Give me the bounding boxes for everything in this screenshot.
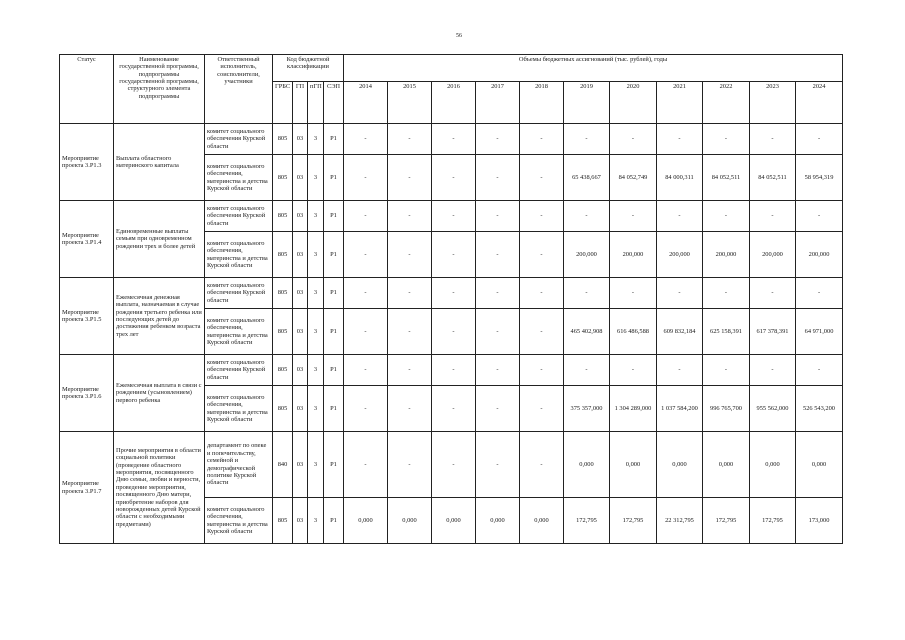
value-cell: - (388, 232, 432, 278)
executor-cell: комитет социального обеспечения, материнства и детства Курской области (205, 498, 273, 544)
value-cell: - (476, 232, 520, 278)
value-cell: - (520, 355, 564, 386)
measure-status: Мероприятие проекта 3.Р1.5 (60, 278, 114, 355)
value-cell: - (703, 355, 750, 386)
executor-cell: комитет социального обеспечения Курской области (205, 124, 273, 155)
value-cell: 0,000 (344, 498, 388, 544)
value-cell: - (564, 278, 610, 309)
value-cell: - (388, 201, 432, 232)
value-cell: - (476, 309, 520, 355)
code-cell: Р1 (324, 155, 344, 201)
header-code-0: ГРБС (273, 82, 293, 124)
value-cell: - (750, 278, 796, 309)
code-cell: 805 (273, 278, 293, 309)
table-row (60, 124, 843, 155)
value-cell: - (610, 201, 657, 232)
value-cell: - (388, 355, 432, 386)
value-cell: - (520, 155, 564, 201)
page-number: 56 (456, 33, 462, 39)
measure-name: Выплата областного материнского капитала (114, 124, 205, 201)
value-cell: - (520, 124, 564, 155)
header-executor: Ответственный исполнитель, соисполнители, участники (205, 55, 273, 124)
value-cell: 22 312,795 (657, 498, 703, 544)
value-cell: 172,795 (750, 498, 796, 544)
header-code-3: СЭП (324, 82, 344, 124)
value-cell: 200,000 (703, 232, 750, 278)
value-cell: - (476, 432, 520, 498)
code-cell: 3 (308, 498, 324, 544)
value-cell: 172,795 (564, 498, 610, 544)
value-cell: - (520, 201, 564, 232)
value-cell: 0,000 (432, 498, 476, 544)
table-row (60, 355, 843, 386)
header-year-2022: 2022 (703, 82, 750, 124)
value-cell: - (388, 124, 432, 155)
value-cell: - (796, 124, 843, 155)
code-cell: 3 (308, 232, 324, 278)
code-cell: Р1 (324, 201, 344, 232)
value-cell: 58 954,319 (796, 155, 843, 201)
value-cell: - (796, 355, 843, 386)
code-cell: 3 (308, 355, 324, 386)
measure-status: Мероприятие проекта 3.Р1.3 (60, 124, 114, 201)
value-cell: - (432, 386, 476, 432)
header-year-2024: 2024 (796, 82, 843, 124)
value-cell: 625 158,391 (703, 309, 750, 355)
value-cell: - (703, 278, 750, 309)
value-cell: 84 052,511 (703, 155, 750, 201)
header-year-2017: 2017 (476, 82, 520, 124)
value-cell: - (476, 386, 520, 432)
value-cell: 996 765,700 (703, 386, 750, 432)
value-cell: - (432, 201, 476, 232)
value-cell: - (344, 278, 388, 309)
value-cell: - (520, 386, 564, 432)
header-year-2023: 2023 (750, 82, 796, 124)
value-cell: 65 438,667 (564, 155, 610, 201)
code-cell: 840 (273, 432, 293, 498)
executor-cell: комитет социального обеспечения Курской области (205, 201, 273, 232)
code-cell: Р1 (324, 232, 344, 278)
code-cell: 03 (293, 232, 308, 278)
value-cell: - (610, 355, 657, 386)
code-cell: 3 (308, 432, 324, 498)
value-cell: - (564, 124, 610, 155)
header-code-1: ГП (293, 82, 308, 124)
value-cell: - (432, 355, 476, 386)
value-cell: - (750, 201, 796, 232)
value-cell: 0,000 (476, 498, 520, 544)
code-cell: 3 (308, 309, 324, 355)
measure-name: Единовременные выплаты семьям при одновременном рождении трех и более детей (114, 201, 205, 278)
value-cell: - (657, 124, 703, 155)
code-cell: 03 (293, 432, 308, 498)
header-year-2018: 2018 (520, 82, 564, 124)
value-cell: - (344, 432, 388, 498)
value-cell: - (388, 432, 432, 498)
executor-cell: департамент по опеке и попечительству, семейной и демографической политике Курской области (205, 432, 273, 498)
value-cell: 609 832,184 (657, 309, 703, 355)
value-cell: 0,000 (796, 432, 843, 498)
value-cell: - (476, 278, 520, 309)
code-cell: 03 (293, 155, 308, 201)
header-volumes: Объемы бюджетных ассигнований (тыс. рублей), годы (344, 55, 843, 82)
header-year-2020: 2020 (610, 82, 657, 124)
code-cell: 3 (308, 155, 324, 201)
code-cell: 805 (273, 232, 293, 278)
value-cell: - (657, 355, 703, 386)
code-cell: Р1 (324, 278, 344, 309)
value-cell: 172,795 (610, 498, 657, 544)
code-cell: 805 (273, 124, 293, 155)
code-cell: 03 (293, 124, 308, 155)
header-year-2019: 2019 (564, 82, 610, 124)
value-cell: - (564, 201, 610, 232)
value-cell: 1 304 289,000 (610, 386, 657, 432)
value-cell: 200,000 (657, 232, 703, 278)
value-cell: - (796, 201, 843, 232)
value-cell: 0,000 (750, 432, 796, 498)
executor-cell: комитет социального обеспечения Курской области (205, 278, 273, 309)
value-cell: - (344, 201, 388, 232)
executor-cell: комитет социального обеспечения, материнства и детства Курской области (205, 155, 273, 201)
value-cell: - (520, 309, 564, 355)
code-cell: 805 (273, 201, 293, 232)
value-cell: 200,000 (796, 232, 843, 278)
code-cell: 805 (273, 355, 293, 386)
executor-cell: комитет социального обеспечения Курской области (205, 355, 273, 386)
value-cell: - (564, 355, 610, 386)
header-year-2014: 2014 (344, 82, 388, 124)
value-cell: 616 486,588 (610, 309, 657, 355)
value-cell: - (750, 355, 796, 386)
value-cell: - (703, 201, 750, 232)
header-status: Статус (60, 55, 114, 124)
value-cell: - (344, 124, 388, 155)
code-cell: Р1 (324, 432, 344, 498)
header-budget-code: Код бюджетной классификации (273, 55, 344, 82)
value-cell: - (432, 309, 476, 355)
code-cell: 805 (273, 309, 293, 355)
code-cell: Р1 (324, 309, 344, 355)
code-cell: Р1 (324, 498, 344, 544)
code-cell: Р1 (324, 124, 344, 155)
executor-cell: комитет социального обеспечения, материнства и детства Курской области (205, 309, 273, 355)
code-cell: 3 (308, 386, 324, 432)
value-cell: 1 037 584,200 (657, 386, 703, 432)
header-year-2021: 2021 (657, 82, 703, 124)
value-cell: 0,000 (388, 498, 432, 544)
value-cell: - (432, 432, 476, 498)
code-cell: 03 (293, 355, 308, 386)
value-cell: - (610, 124, 657, 155)
measure-status: Мероприятие проекта 3.Р1.6 (60, 355, 114, 432)
value-cell: 0,000 (703, 432, 750, 498)
code-cell: 03 (293, 309, 308, 355)
measure-name: Прочие мероприятия в области социальной политики (проведение областного мероприятия, посвященного Дню семьи, любви и верности, проведение мероприятия, посвященного Дню матери, приобретение наборов для новорожденных детей Курской области с необходимыми предметами) (114, 432, 205, 544)
value-cell: 0,000 (657, 432, 703, 498)
value-cell: - (476, 201, 520, 232)
value-cell: - (432, 124, 476, 155)
value-cell: - (344, 155, 388, 201)
executor-cell: комитет социального обеспечения, материнства и детства Курской области (205, 232, 273, 278)
value-cell: - (657, 201, 703, 232)
table-row (60, 201, 843, 232)
code-cell: 805 (273, 155, 293, 201)
code-cell: 3 (308, 201, 324, 232)
header-year-2016: 2016 (432, 82, 476, 124)
header-program: Наименование государственной программы, подпрограммы государственной программы, структурного элемента подпрограммы (114, 55, 205, 124)
value-cell: - (388, 386, 432, 432)
value-cell: - (344, 309, 388, 355)
value-cell: 955 562,000 (750, 386, 796, 432)
value-cell: 617 378,391 (750, 309, 796, 355)
value-cell: - (796, 278, 843, 309)
value-cell: - (750, 124, 796, 155)
value-cell: - (520, 278, 564, 309)
executor-cell: комитет социального обеспечения, материнства и детства Курской области (205, 386, 273, 432)
table-row (60, 432, 843, 498)
code-cell: 3 (308, 278, 324, 309)
code-cell: 03 (293, 201, 308, 232)
value-cell: - (344, 386, 388, 432)
measure-status: Мероприятие проекта 3.Р1.4 (60, 201, 114, 278)
value-cell: 375 357,000 (564, 386, 610, 432)
value-cell: 526 543,200 (796, 386, 843, 432)
measure-name: Ежемесячная выплата в связи с рождением (усыновлением) первого ребенка (114, 355, 205, 432)
value-cell: 84 000,311 (657, 155, 703, 201)
header-year-2015: 2015 (388, 82, 432, 124)
code-cell: 03 (293, 386, 308, 432)
value-cell: - (388, 278, 432, 309)
code-cell: Р1 (324, 386, 344, 432)
code-cell: 805 (273, 386, 293, 432)
value-cell: - (476, 124, 520, 155)
value-cell: - (520, 432, 564, 498)
value-cell: - (610, 278, 657, 309)
value-cell: 0,000 (564, 432, 610, 498)
value-cell: 84 052,511 (750, 155, 796, 201)
measure-status: Мероприятие проекта 3.Р1.7 (60, 432, 114, 544)
value-cell: - (388, 155, 432, 201)
value-cell: - (432, 155, 476, 201)
value-cell: - (703, 124, 750, 155)
code-cell: 3 (308, 124, 324, 155)
measure-name: Ежемесячная денежная выплата, назначаемая в случае рождения третьего ребенка или последующих детей до достижения ребенком возраста трех лет (114, 278, 205, 355)
code-cell: 03 (293, 278, 308, 309)
value-cell: - (520, 232, 564, 278)
table-row (60, 278, 843, 309)
value-cell: 0,000 (520, 498, 564, 544)
value-cell: - (657, 278, 703, 309)
value-cell: 173,000 (796, 498, 843, 544)
value-cell: 64 971,000 (796, 309, 843, 355)
value-cell: 200,000 (610, 232, 657, 278)
value-cell: 84 052,749 (610, 155, 657, 201)
value-cell: 200,000 (750, 232, 796, 278)
code-cell: 03 (293, 498, 308, 544)
budget-table (59, 54, 843, 544)
value-cell: 200,000 (564, 232, 610, 278)
value-cell: - (388, 309, 432, 355)
value-cell: 465 402,908 (564, 309, 610, 355)
value-cell: - (432, 232, 476, 278)
value-cell: - (476, 155, 520, 201)
value-cell: - (344, 355, 388, 386)
code-cell: Р1 (324, 355, 344, 386)
header-code-2: пГП (308, 82, 324, 124)
value-cell: 172,795 (703, 498, 750, 544)
value-cell: - (476, 355, 520, 386)
code-cell: 805 (273, 498, 293, 544)
value-cell: - (344, 232, 388, 278)
value-cell: - (432, 278, 476, 309)
value-cell: 0,000 (610, 432, 657, 498)
